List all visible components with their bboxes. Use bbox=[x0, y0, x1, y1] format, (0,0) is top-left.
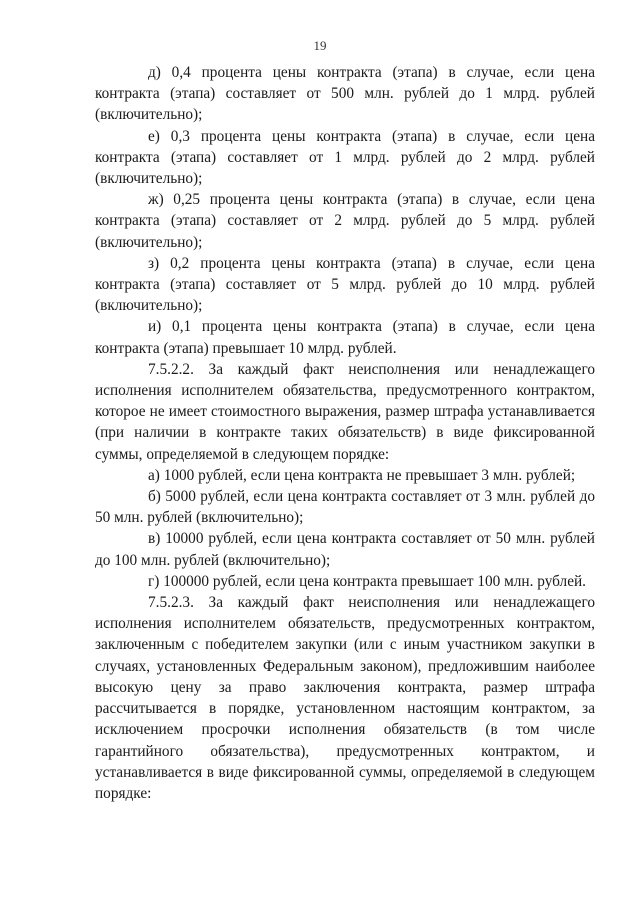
paragraph-7-5-2-3: 7.5.2.3. За каждый факт неисполнения или ненадлежащего исполнения исполнителем обязательств, предусмотренных контрактом, заключенным с победителем закупки (или с иным участником закупки в случаях, установленных Федеральным законом), предложившим наиболее высокую цену за право заключения контракта, размер штрафа рассчитывается в порядке, установленном настоящим контрактом, за исключением просрочки исполнения обязательств (в том числе гарантийного обязательства), предусмотренных контрактом, и устанавливается в виде фиксированной суммы, определяемой в следующем порядке: bbox=[95, 594, 595, 802]
paragraph-v: в) 10000 рублей, если цена контракта составляет от 50 млн. рублей до 100 млн. рублей (включительно); bbox=[95, 530, 595, 569]
paragraph-d: д) 0,4 процента цены контракта (этапа) в случае, если цена контракта (этапа) составляет от 500 млн. рублей до 1 млрд. рублей (включительно); bbox=[95, 64, 595, 124]
paragraph-g: г) 100000 рублей, если цена контракта превышает 100 млн. рублей. bbox=[148, 572, 586, 590]
page-number: 19 bbox=[313, 38, 327, 53]
document-body bbox=[95, 62, 595, 804]
paragraph-a: а) 1000 рублей, если цена контракта не превышает 3 млн. рублей; bbox=[148, 466, 576, 484]
paragraph-zh: ж) 0,25 процента цены контракта (этапа) в случае, если цена контракта (этапа) составляет от 2 млрд. рублей до 5 млрд. рублей (включительно); bbox=[95, 191, 595, 251]
paragraph-e: е) 0,3 процента цены контракта (этапа) в случае, если цена контракта (этапа) составляет от 1 млрд. рублей до 2 млрд. рублей (включительно); bbox=[95, 127, 595, 188]
paragraph-b: б) 5000 рублей, если цена контракта составляет от 3 млн. рублей до 50 млн. рублей (включительно); bbox=[95, 488, 595, 527]
paragraph-i: и) 0,1 процента цены контракта (этапа) в случае, если цена контракта (этапа) превышает 10 млрд. рублей. bbox=[95, 318, 595, 357]
paragraph-7-5-2-2: 7.5.2.2. За каждый факт неисполнения или ненадлежащего исполнения исполнителем обязательства, предусмотренного контрактом, которое не имеет стоимостного выражения, размер штрафа устанавливается (при наличии в контракте таких обязательств) в виде фиксированной суммы, определяемой в следующем порядке: bbox=[95, 360, 595, 463]
paragraph-z: з) 0,2 процента цены контракта (этапа) в случае, если цена контракта (этапа) составляет от 5 млрд. рублей до 10 млрд. рублей (включительно); bbox=[95, 254, 595, 315]
